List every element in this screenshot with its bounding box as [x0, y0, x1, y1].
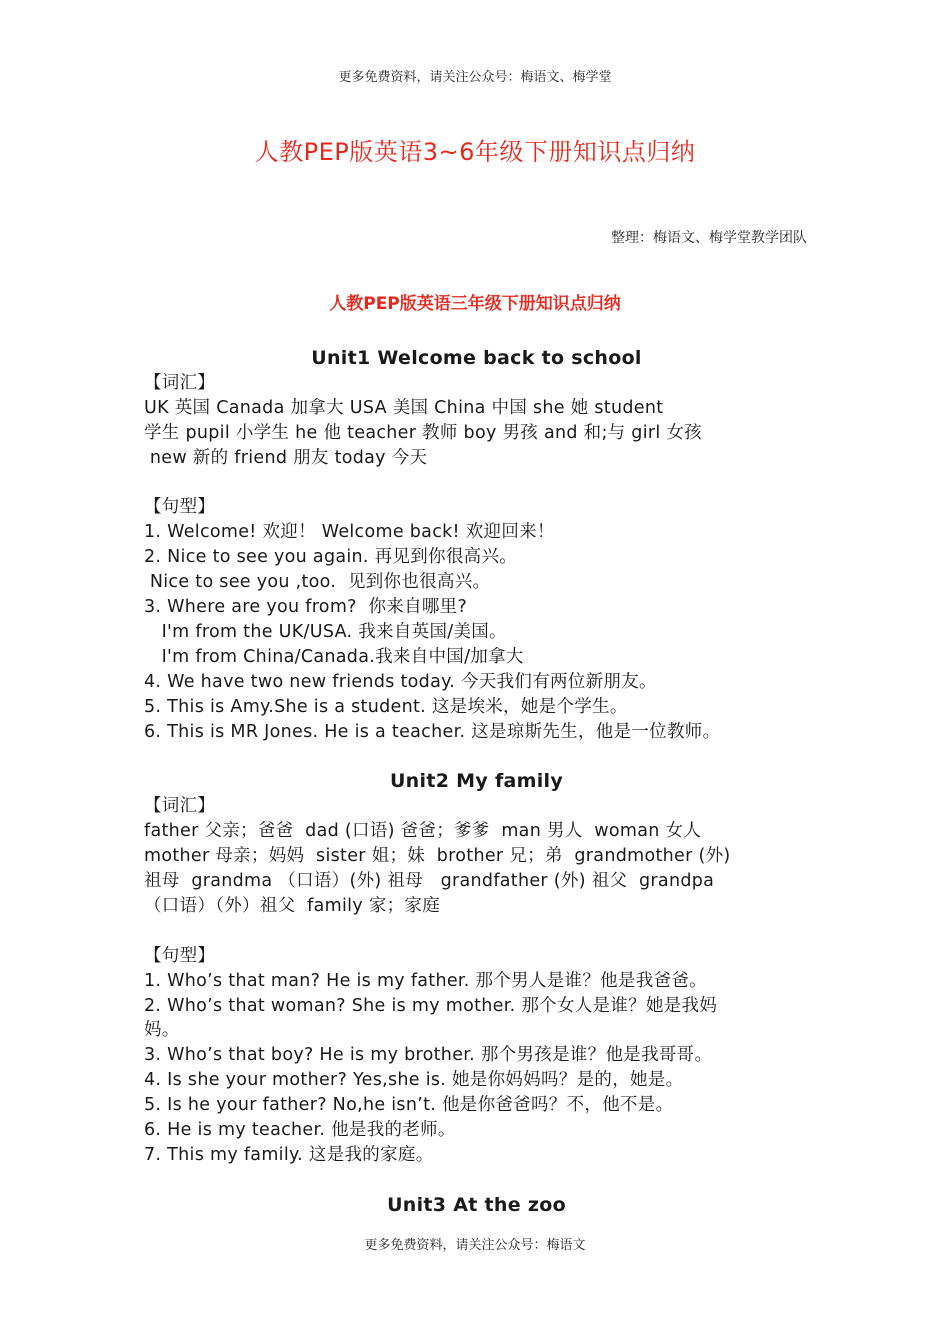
page-footer: 更多免费资料，请关注公众号：梅语文: [364, 1238, 586, 1253]
unit1-sentence: 2. Nice to see you again. 再见到你很高兴。: [144, 547, 518, 568]
unit2-sentence: 2. Who’s that woman? She is my mother. 那个女人是谁？她是我妈: [144, 995, 718, 1016]
unit1-sentence: 1. Welcome! 欢迎！ Welcome back! 欢迎回来！: [144, 522, 555, 543]
unit2-vocab-line: mother 母亲；妈妈 sister 姐；妹 brother 兄；弟 grandmother (外): [144, 846, 731, 867]
unit1-vocab-line: 学生 pupil 小学生 he 他 teacher 教师 boy 男孩 and 和;与 girl 女孩: [144, 422, 702, 443]
unit2-sentence: 1. Who’s that man? He is my father. 那个男人是谁？他是我爸爸。: [144, 970, 707, 991]
unit1-sentence: 6. This is MR Jones. He is a teacher. 这是琼斯先生，他是一位教师。: [144, 721, 721, 742]
compiler-credit: 整理：梅语文、梅学堂教学团队: [611, 230, 807, 246]
unit2-title: Unit2 My family: [389, 770, 564, 793]
unit2-vocab-line: 祖母 grandma （口语）(外) 祖母 grandfather (外) 祖父 grandpa: [144, 871, 715, 891]
unit1-sentence: 4. We have two new friends today. 今天我们有两位新朋友。: [144, 671, 657, 692]
unit2-vocab-label: 【词汇】: [144, 796, 216, 817]
unit1-sentence: 3. Where are you from? 你来自哪里?: [144, 597, 468, 618]
unit1-sentence: I'm from China/Canada.我来自中国/加拿大: [144, 646, 524, 667]
unit1-title: Unit1 Welcome back to school: [311, 347, 642, 369]
unit2-sentence: 3. Who’s that boy? He is my brother. 那个男孩是谁？他是我哥哥。: [144, 1045, 713, 1066]
unit2-sentence-label: 【句型】: [144, 945, 216, 966]
unit1-vocab-line: UK 英国 Canada 加拿大 USA 美国 China 中国 she 她 student: [144, 397, 664, 418]
unit1-sentence: I'm from the UK/USA. 我来自英国/美国。: [144, 621, 507, 642]
unit1-sentence-label: 【句型】: [144, 497, 216, 518]
document-title: 人教PEP版英语3~6年级下册知识点归纳: [254, 138, 696, 166]
unit1-vocab-label: 【词汇】: [144, 372, 216, 393]
unit1-sentence: 5. This is Amy.She is a student. 这是埃米，她是个学生。: [144, 696, 628, 717]
unit2-sentence: 7. This my family. 这是我的家庭。: [144, 1144, 434, 1165]
unit1-sentence: Nice to see you ,too. 见到你也很高兴。: [144, 572, 491, 593]
unit1-vocab-line: new 新的 friend 朋友 today 今天: [144, 447, 428, 468]
unit3-title: Unit3 At the zoo: [387, 1193, 566, 1216]
unit2-vocab-line: father 父亲；爸爸 dad (口语) 爸爸；爹爹 man 男人 woman 女人: [144, 821, 702, 842]
grade-title: 人教PEP版英语三年级下册知识点归纳: [329, 294, 621, 314]
page-header: 更多免费资料，请关注公众号：梅语文、梅学堂: [338, 70, 612, 85]
unit2-vocab-line: （口语）（外）祖父 family 家；家庭: [144, 895, 441, 916]
unit2-sentence: 妈。: [144, 1020, 180, 1041]
unit2-sentence: 4. Is she your mother? Yes,she is. 她是你妈妈吗？是的，她是。: [144, 1070, 684, 1091]
unit2-sentence: 5. Is he your father? No,he isn’t. 他是你爸爸吗？不，他不是。: [144, 1095, 674, 1116]
unit2-sentence: 6. He is my teacher. 他是我的老师。: [144, 1120, 456, 1141]
content-body: [144, 346, 809, 1218]
